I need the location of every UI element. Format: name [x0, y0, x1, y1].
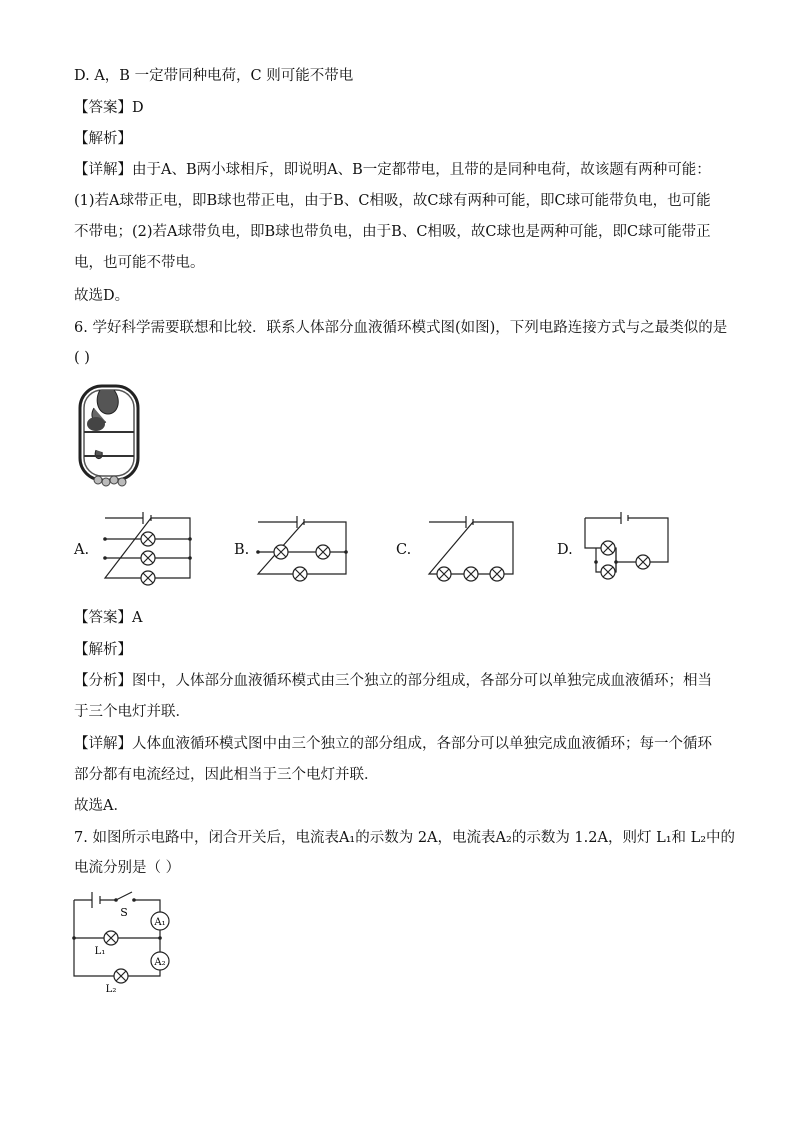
q5-analysis-heading: 【解析】	[74, 131, 132, 147]
q7-stem-bracket: 电流分别是（ ）	[74, 860, 181, 876]
switch-label: S	[120, 906, 128, 919]
q5-answer: 【答案】D	[74, 100, 144, 116]
q6-detail: 【详解】人体血液循环模式图中由三个独立的部分组成，各部分可以单独完成血液循环；每一个循环部分都有电流经过，因此相当于三个电灯并联．	[74, 736, 712, 783]
q6-option-b-circuit	[253, 510, 351, 582]
q6-option-a-circuit	[100, 508, 196, 586]
lamp-l2-label: L₂	[105, 984, 117, 995]
lamp-l1-label: L₁	[94, 946, 106, 957]
q6-option-c-circuit	[424, 510, 518, 582]
q6-answer: 【答案】A	[74, 610, 143, 626]
q6-analysis-heading: 【解析】	[74, 642, 132, 658]
blood-circulation-diagram	[74, 378, 146, 490]
q6-stem: 6. 学好科学需要联想和比较．联系人体部分血液循环模式图(如图)，下列电路连接方式与之最类似的是	[74, 320, 728, 336]
q6-option-a-label: A.	[74, 542, 90, 558]
q7-stem: 7. 如图所示电路中，闭合开关后，电流表A₁的示数为 2A，电流表A₂的示数为 1.2A，则灯 L₁和 L₂中的	[74, 830, 736, 846]
q5-conclusion: 故选D。	[74, 288, 130, 304]
ammeter-a1-label: A₁	[154, 917, 166, 928]
q5-option-d: D. A，B 一定带同种电荷，C 则可能不带电	[74, 68, 354, 84]
q5-detail: 【详解】由于A、B两小球相斥，即说明A、B一定都带电，且带的是同种电荷，故该题有两种可能：(1)若A球带正电，即B球也带正电，由于B、C相吸，故C球有两种可能，即C球可能带负电，也可能不带电；(2)若A球带负电，即B球也带负电，由于B、C相吸，故C球也是两种可能，即C球可能带正电，也可能不带电。	[74, 162, 711, 271]
q7-circuit-diagram	[68, 886, 180, 998]
q6-conclusion: 故选A．	[74, 798, 128, 814]
q6-stem-bracket: ( )	[74, 350, 90, 366]
q6-option-c-label: C.	[396, 542, 412, 558]
ammeter-a2-label: A₂	[154, 957, 166, 968]
q6-option-d-circuit	[580, 508, 674, 586]
q6-option-b-label: B.	[234, 542, 250, 558]
q6-analysis-text: 【分析】图中，人体部分血液循环模式由三个独立的部分组成，各部分可以单独完成血液循环；相当于三个电灯并联．	[74, 673, 712, 720]
q6-option-d-label: D.	[557, 542, 573, 558]
